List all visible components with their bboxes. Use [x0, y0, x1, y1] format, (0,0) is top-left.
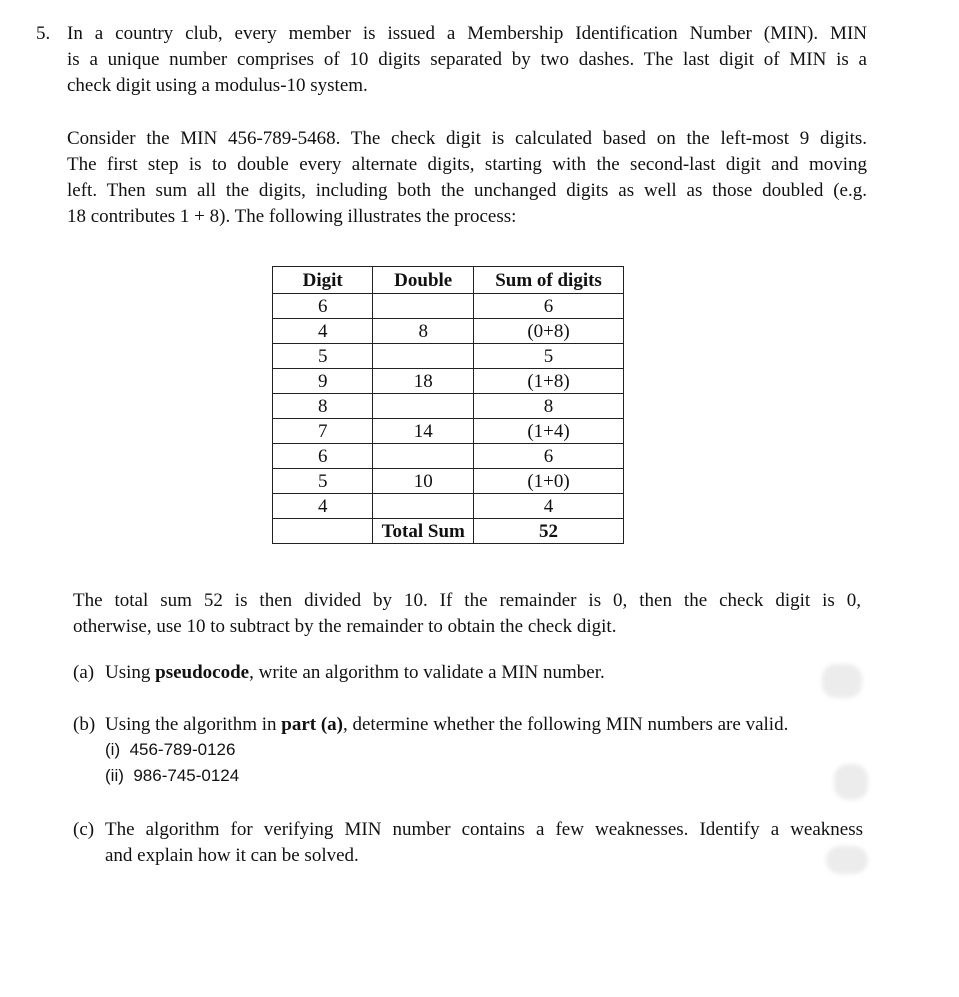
consider-line: The first step is to double every alternate digits, starting with the second-last digit and moving [67, 154, 867, 175]
consider-paragraph [67, 126, 867, 230]
cell-digit: 6 [273, 444, 373, 469]
table-total-row [273, 519, 624, 544]
cell-sum: 8 [474, 394, 624, 419]
intro-line: In a country club, every member is issued a Membership Identification Number (MIN). MIN [67, 23, 867, 44]
cell-sum: (1+0) [474, 469, 624, 494]
intro-line: check digit using a modulus-10 system. [67, 75, 368, 96]
intro-paragraph [67, 21, 867, 99]
cell-double: 14 [373, 419, 474, 444]
table-row [273, 494, 624, 519]
item-min-value: 986-745-0124 [133, 766, 240, 785]
header-double: Double [373, 267, 474, 294]
table-row [273, 319, 624, 344]
cell-sum: 6 [474, 294, 624, 319]
table-row [273, 369, 624, 394]
cell-sum: (0+8) [474, 319, 624, 344]
table-row [273, 294, 624, 319]
part-a-label: (a) [73, 662, 95, 683]
explanation-line: otherwise, use 10 to subtract by the remainder to obtain the check digit. [73, 616, 617, 637]
table-row [273, 344, 624, 369]
cell-digit: 4 [273, 494, 373, 519]
cell-double [373, 294, 474, 319]
part-a-text: Using pseudocode, write an algorithm to validate a MIN number. [105, 662, 605, 683]
cell-double: 10 [373, 469, 474, 494]
cell-empty [273, 519, 373, 544]
question-number: 5. [36, 23, 51, 44]
table-header-row [273, 267, 624, 294]
part-b-item-ii [105, 763, 239, 789]
table-row [273, 419, 624, 444]
cell-digit: 9 [273, 369, 373, 394]
part-c-text [105, 817, 863, 869]
check-digit-table [272, 266, 624, 544]
part-c-label: (c) [73, 819, 95, 840]
item-label: (i) [105, 740, 121, 759]
cell-digit: 6 [273, 294, 373, 319]
part-b-item-i [105, 737, 235, 763]
cell-double [373, 394, 474, 419]
part-c-line: The algorithm for verifying MIN number contains a few weaknesses. Identify a weakness [105, 819, 863, 840]
consider-line: left. Then sum all the digits, including both the unchanged digits as well as those doubled (e.g. [67, 180, 867, 201]
intro-line: is a unique number comprises of 10 digits separated by two dashes. The last digit of MIN is a [67, 49, 867, 70]
cell-double [373, 494, 474, 519]
explanation-paragraph [73, 588, 861, 640]
smudge [826, 846, 868, 874]
cell-sum: 4 [474, 494, 624, 519]
cell-double [373, 444, 474, 469]
consider-line: 18 contributes 1 + 8). The following illustrates the process: [67, 206, 517, 227]
cell-sum: 6 [474, 444, 624, 469]
cell-sum: 5 [474, 344, 624, 369]
table-row [273, 394, 624, 419]
table-row [273, 444, 624, 469]
cell-digit: 5 [273, 344, 373, 369]
part-b-label: (b) [73, 714, 96, 735]
header-digit: Digit [273, 267, 373, 294]
explanation-line: The total sum 52 is then divided by 10. If the remainder is 0, then the check digit is 0, [73, 590, 861, 611]
cell-sum: (1+8) [474, 369, 624, 394]
cell-sum: (1+4) [474, 419, 624, 444]
consider-line: Consider the MIN 456-789-5468. The check digit is calculated based on the left-most 9 digits. [67, 128, 867, 149]
cell-double: 8 [373, 319, 474, 344]
table-row [273, 469, 624, 494]
header-sum-of-digits: Sum of digits [474, 267, 624, 294]
total-sum-value: 52 [474, 519, 624, 544]
cell-double: 18 [373, 369, 474, 394]
item-min-value: 456-789-0126 [129, 740, 236, 759]
cell-digit: 5 [273, 469, 373, 494]
cell-digit: 7 [273, 419, 373, 444]
total-sum-label: Total Sum [373, 519, 474, 544]
item-label: (ii) [105, 766, 124, 785]
smudge [834, 764, 868, 800]
cell-digit: 4 [273, 319, 373, 344]
smudge [822, 664, 862, 698]
part-b-text: Using the algorithm in part (a), determine whether the following MIN numbers are valid. [105, 714, 789, 735]
cell-digit: 8 [273, 394, 373, 419]
cell-double [373, 344, 474, 369]
part-c-line: and explain how it can be solved. [105, 845, 359, 866]
